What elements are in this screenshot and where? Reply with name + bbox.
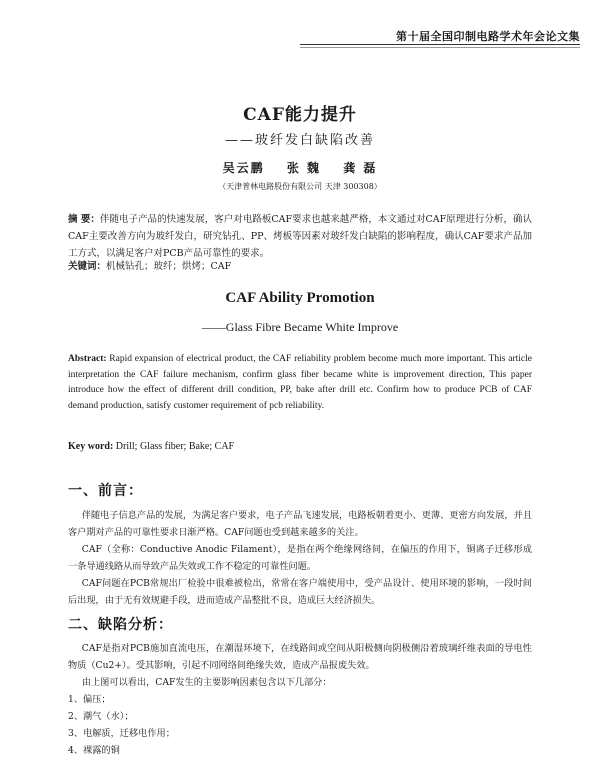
title-cn: CAF能力提升: [243, 105, 357, 125]
subtitle-en: ——Glass Fibre Became White Improve: [201, 320, 399, 334]
header-rule-secondary: [300, 47, 580, 48]
running-header: 第十届全国印制电路学术年会论文集: [396, 30, 580, 43]
list-item: 1、偏压；: [68, 694, 111, 705]
intro-paragraph-3: CAF问题在PCB常规出厂检验中很难被检出，常常在客户端使用中，受产品设计、使用环境的影响，一段时间后出现，由于无有效规避手段，进而造成产品整批不良，造成巨大经济损失。: [68, 578, 532, 606]
intro-paragraph-2: CAF（全称：Conductive Anodic Filament），是指在两个绝缘网络间，在偏压的作用下，铜离子迁移形成一条导通线路从而导致产品失效或工作不稳定的可靠性问题。: [68, 544, 532, 572]
author-2: 张 魏: [286, 161, 321, 175]
author-3: 龚 磊: [343, 161, 378, 175]
keywords-cn: [68, 258, 532, 275]
list-item: 4、裸露的铜: [68, 745, 120, 756]
keywords-cn-label: 关键词：: [68, 261, 107, 272]
keywords-cn-text: 机械钻孔；玻纤；烘烤；CAF: [106, 261, 232, 272]
abstract-cn: [68, 211, 532, 262]
title-en: CAF Ability Promotion: [225, 290, 375, 306]
keywords-en-text: Drill; Glass fiber; Bake; CAF: [115, 441, 235, 452]
abstract-cn-text: 伴随电子产品的快速发展，客户对电路板CAF要求也越来越严格，本文通过对CAF原理进行分析，确认CAF主要改善方向为玻纤发白，研究钻孔、PP、烤板等因素对玻纤发白缺陷的影响程度，确认CAF要求产品加工方式，以满足客户对PCB产品可靠性的要求。: [68, 214, 532, 259]
keywords-en-label: Key word:: [68, 441, 114, 452]
list-item: 2、潮气（水）；: [68, 711, 134, 722]
affiliation: （天津普林电路股份有限公司 天津 300308）: [218, 182, 382, 191]
list-item: 3、电解质，迁移电作用；: [68, 728, 175, 739]
defect-paragraph-2: 由上图可以看出，CAF发生的主要影响因素包含以下几部分：: [81, 677, 332, 688]
authors: [0, 159, 600, 176]
keywords-en: [68, 438, 532, 455]
author-1: 吴云鹏: [222, 161, 265, 175]
section-body-defect: [68, 640, 532, 759]
abstract-en: [68, 352, 532, 414]
intro-paragraph-1: 伴随电子信息产品的发展，为满足客户要求，电子产品飞速发展，电路板朝着更小、更薄、更密方向发展，并且客户期对产品的可靠性要求日渐严格。CAF问题也受到越来越多的关注。: [68, 510, 532, 538]
header-rule: [300, 44, 580, 45]
section-body-intro: [68, 507, 532, 609]
defect-paragraph-1: CAF是指对PCB施加直流电压，在潮湿环境下，在线路间或空间从阳极侧向阴极侧沿着玻璃纤维表面的导电性物质（Cu2+）。受其影响，引起不同网络间绝缘失效，造成产品报废失效。: [68, 643, 532, 671]
abstract-en-label: Abstract:: [68, 354, 107, 364]
section-heading-intro: 一、前言：: [68, 483, 143, 499]
section-heading-defect: 二、缺陷分析：: [68, 617, 173, 633]
subtitle-cn: ——玻纤发白缺陷改善: [224, 133, 375, 148]
abstract-en-text: Rapid expansion of electrical product, the CAF reliability problem become much more important. This article interpretation the CAF failure mechanism, confirm glass fiber became white is improvement direction, This paper introduce how the effect of different drill condition, PP, bake after drill etc. Confirm how to produce PCB of CAF demand production, satisfy customer requirement of pcb reliability.: [68, 354, 533, 411]
abstract-cn-label: 摘 要：: [68, 214, 100, 225]
